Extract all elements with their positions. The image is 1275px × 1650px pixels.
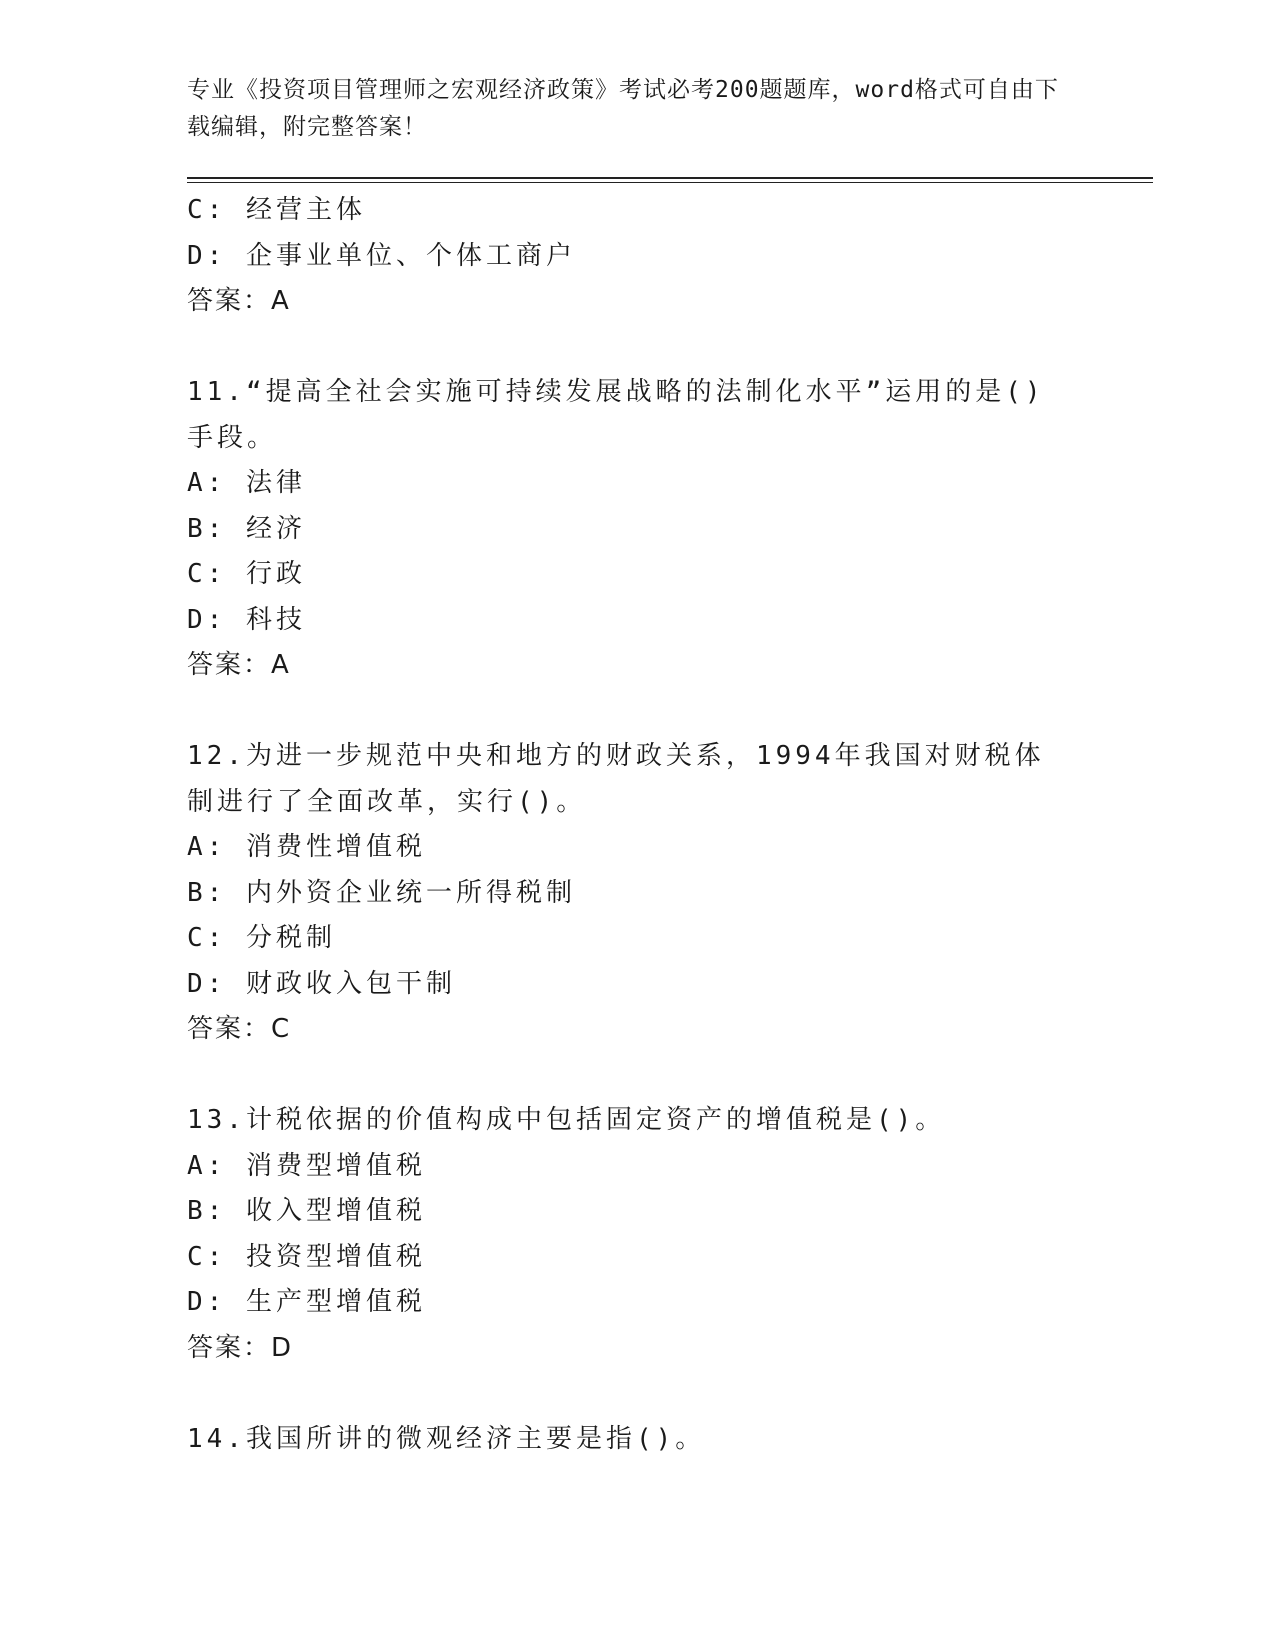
- header-rule-thick: [187, 177, 1153, 179]
- answer-line: 答案：C: [187, 1014, 292, 1044]
- question-list: [187, 188, 1087, 1462]
- spacer: [187, 1371, 1087, 1417]
- option-b: B: 经济: [187, 513, 306, 544]
- option-d: D: 生产型增值税: [187, 1287, 426, 1317]
- option-d: D: 科技: [187, 604, 306, 635]
- option-c: C: 经营主体: [187, 195, 366, 225]
- question-text: 14.我国所讲的微观经济主要是指()。: [187, 1423, 706, 1454]
- answer-line: 答案：D: [187, 1332, 294, 1363]
- option-a: A: 法律: [187, 468, 306, 498]
- spacer: [187, 689, 1087, 735]
- answer-line: 答案：A: [187, 650, 291, 680]
- option-d: D: 企事业单位、个体工商户: [187, 240, 576, 271]
- question-text: 13.计税依据的价值构成中包括固定资产的增值税是()。: [187, 1105, 946, 1135]
- option-c: C: 投资型增值税: [187, 1241, 426, 1272]
- option-a: A: 消费性增值税: [187, 832, 426, 862]
- option-d: D: 财政收入包干制: [187, 968, 456, 999]
- option-c: C: 行政: [187, 559, 306, 589]
- spacer: [187, 1053, 1087, 1099]
- option-b: B: 收入型增值税: [187, 1196, 426, 1226]
- option-a: A: 消费型增值税: [187, 1150, 426, 1181]
- question-text: 11.“提高全社会实施可持续发展战略的法制化水平”运用的是()手段。: [187, 377, 1045, 453]
- document-header: 专业《投资项目管理师之宏观经济政策》考试必考200题题库，word格式可自由下载编辑，附完整答案！: [187, 77, 1059, 140]
- header-rule-thin: [187, 182, 1153, 183]
- question-text: 12.为进一步规范中央和地方的财政关系，1994年我国对财税体制进行了全面改革，实行()。: [187, 741, 1045, 817]
- spacer: [187, 325, 1087, 371]
- option-b: B: 内外资企业统一所得税制: [187, 877, 576, 908]
- answer-line: 答案：A: [187, 286, 291, 316]
- option-c: C: 分税制: [187, 923, 336, 953]
